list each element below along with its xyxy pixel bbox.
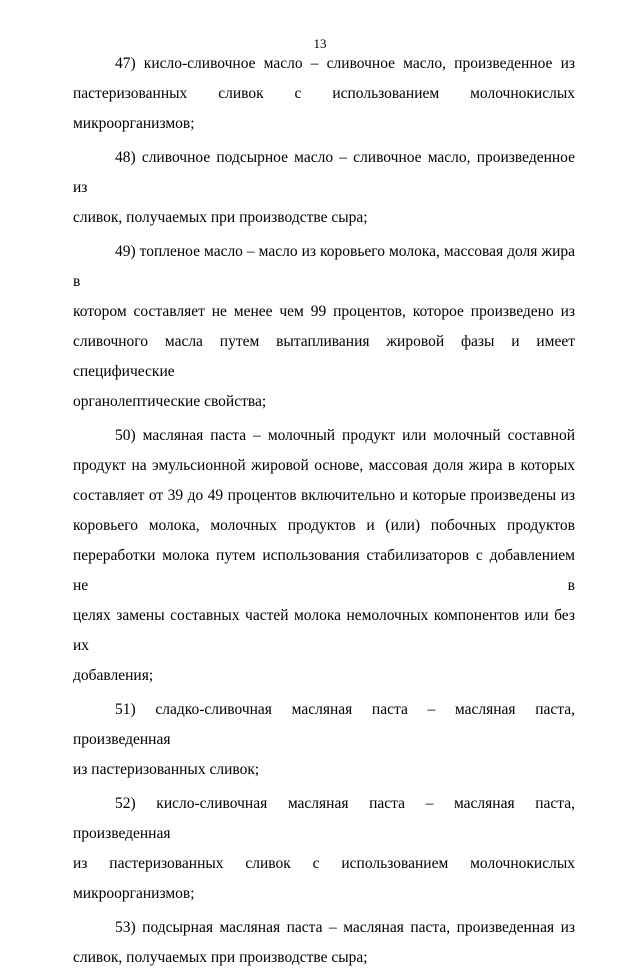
definition-item-47: [73, 49, 575, 139]
definition-item-53: [73, 913, 575, 973]
text-line: сливок, получаемых при производстве сыра;: [73, 949, 368, 966]
text-line: целях замены составных частей молока немолочных компонентов или без их: [73, 607, 575, 654]
text-line: продукт на эмульсионной жировой основе, массовая доля жира в которых: [73, 457, 575, 474]
document-body: [73, 49, 575, 977]
text-line: органолептические свойства;: [73, 393, 267, 410]
text-line: переработки молока путем использования стабилизаторов с добавлением не в: [73, 547, 575, 594]
text-line: 48) сливочное подсырное масло – сливочное масло, произведенное из: [73, 149, 575, 196]
text-line: микроорганизмов;: [73, 115, 195, 132]
text-line: 51) сладко-сливочная масляная паста – масляная паста, произведенная: [73, 701, 575, 748]
text-line: добавления;: [73, 667, 154, 684]
text-line: 49) топленое масло – масло из коровьего молока, массовая доля жира в: [73, 243, 575, 290]
definition-item-51: [73, 695, 575, 785]
page-number: 13: [313, 36, 327, 51]
text-line: котором составляет не менее чем 99 процентов, которое произведено из: [73, 303, 575, 320]
text-line: составляет от 39 до 49 процентов включительно и которые произведены из: [73, 487, 575, 504]
text-line: сливочного масла путем вытапливания жировой фазы и имеет специфические: [73, 333, 575, 380]
definition-item-48: [73, 143, 575, 233]
text-line: из пастеризованных сливок с использованием молочнокислых: [73, 855, 575, 872]
definition-item-50: [73, 421, 575, 691]
text-line: из пастеризованных сливок;: [73, 761, 260, 778]
text-line: 52) кисло-сливочная масляная паста – масляная паста, произведенная: [73, 795, 575, 842]
definition-item-52: [73, 789, 575, 909]
definition-item-49: [73, 237, 575, 417]
text-line: сливок, получаемых при производстве сыра;: [73, 209, 368, 226]
text-line: микроорганизмов;: [73, 885, 195, 902]
text-line: 47) кисло-сливочное масло – сливочное масло, произведенное из: [115, 55, 575, 72]
text-line: 53) подсырная масляная паста – масляная паста, произведенная из: [115, 919, 575, 936]
text-line: коровьего молока, молочных продуктов и (или) побочных продуктов: [73, 517, 575, 534]
text-line: пастеризованных сливок с использованием молочнокислых: [73, 85, 575, 102]
text-line: 50) масляная паста – молочный продукт или молочный составной: [115, 427, 575, 444]
